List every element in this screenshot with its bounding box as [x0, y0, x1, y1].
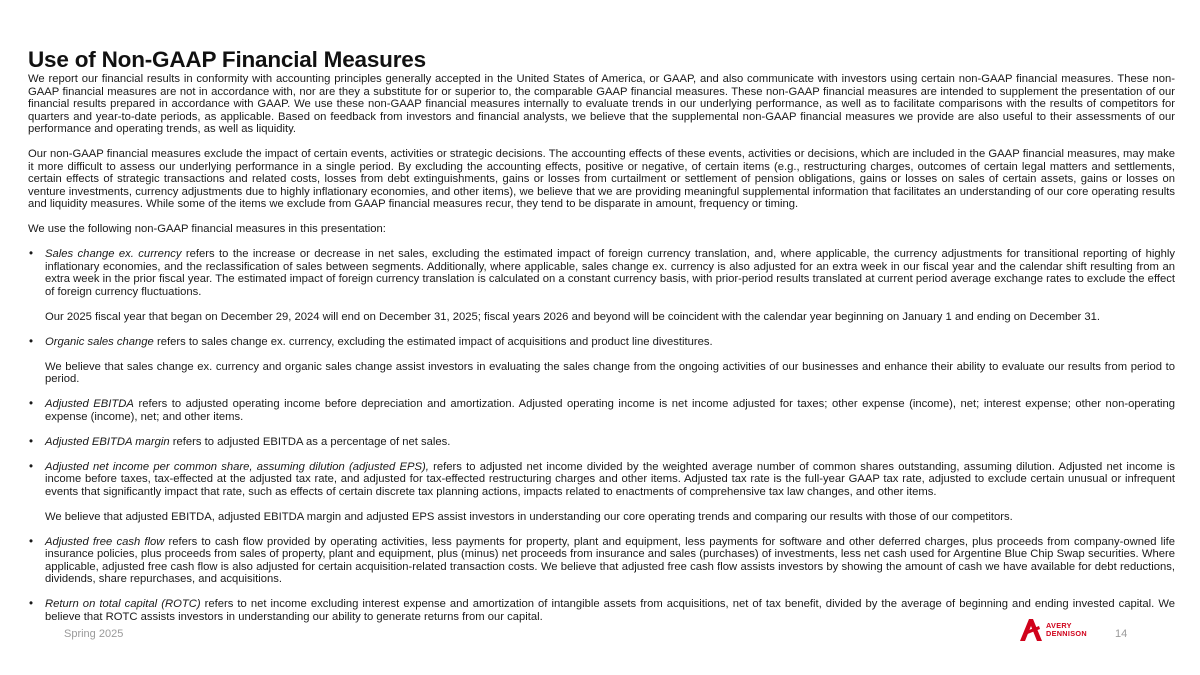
- page-number: 14: [1115, 628, 1128, 640]
- measure-text: refers to adjusted EBITDA as a percentage of net sales.: [169, 435, 451, 448]
- measure-term: Organic sales change: [45, 335, 154, 348]
- intro-paragraph: We report our financial results in conformity with accounting principles generally accepted in the United States of America, or GAAP, and also communicate with investors using certain non-GAAP financial measures. These non-GAAP financial measures are not in accordance with, nor are they a substitute for or superior to, the comparable GAAP financial measures. These non-GAAP financial measures are intended to supplement the presentation of our financial results prepared in accordance with GAAP. We use these non-GAAP financial measures internally to evaluate trends in our underlying performance, as well as to facilitate comparisons with the results of competitors for quarters and year-to-date periods, as applicable. Based on feedback from investors and financial analysts, we believe that the supplemental non-GAAP financial measures we provide are also useful to their assessments of our performance and operating trends, as well as liquidity.: [28, 73, 1175, 135]
- intro-paragraph: We use the following non-GAAP financial measures in this presentation:: [28, 223, 386, 235]
- logo-wordmark: [1046, 622, 1087, 638]
- measure-text: refers to cash flow provided by operating activities, less payments for property, plant and equipment, less payments for software and other deferred charges, plus proceeds from company-owned life insurance policies, plus proceeds from sales of property, plant and equipment, plus (minus) net proceeds from insurance and sales (purchases) of investments, less net cash used for Argentine Blue Chip Swap securities. Where applicable, adjusted free cash flow is also adjusted for certain acquisition-related transaction costs. We believe that adjusted free cash flow assists investors by showing the amount of cash we have available for debt reductions, dividends, share repurchases, and acquisitions.: [45, 535, 1176, 585]
- measure-definition: [45, 436, 1175, 449]
- list-item: [28, 336, 1175, 386]
- avery-dennison-logo: [1019, 617, 1094, 643]
- list-item: [28, 598, 1175, 623]
- measure-term: Adjusted net income per common share, assuming dilution (adjusted EPS),: [45, 460, 429, 473]
- list-item: [28, 248, 1175, 323]
- measure-definition: [45, 598, 1175, 623]
- measure-definition: [45, 248, 1175, 298]
- logo-mark-icon: [1019, 618, 1043, 642]
- intro-paragraph: Our non-GAAP financial measures exclude the impact of certain events, activities or strategic decisions. The accounting effects of these events, activities or decisions, which are included in the GAAP financial measures, may make it more difficult to assess our underlying performance in a single period. By excluding the accounting effects, positive or negative, of certain items (e.g., restructuring charges, outcomes of certain legal matters and settlements, certain effects of strategic transactions and related costs, losses from debt extinguishments, gains or losses from curtailment or settlement of pension obligations, gains or losses on sales of certain assets, gains or losses on venture investments, currency adjustments due to highly inflationary economies, and other items), we believe that we are providing meaningful supplemental information that facilitates an understanding of our core operating results and liquidity measures. While some of the items we exclude from GAAP financial measures recur, they tend to be disparate in amount, frequency or timing.: [28, 148, 1175, 210]
- list-item: [28, 461, 1175, 524]
- measure-definition: [45, 398, 1175, 423]
- slide-body: [28, 73, 1175, 636]
- measure-term: Adjusted free cash flow: [45, 535, 165, 548]
- measure-term: Adjusted EBITDA: [45, 398, 134, 410]
- measure-text: refers to the increase or decrease in net sales, excluding the estimated impact of foreign currency translation, and, where applicable, the currency adjustments for transitional reporting of highly inflationary economies, and the reclassification of sales between segments. Additionally, where applicable, sales change ex. currency is also adjusted for an extra week in our fiscal year and the calendar shift resulting from an extra week in the prior fiscal year. The estimated impact of foreign currency translation is calculated on a constant currency basis, with prior-period results translated at current period average exchange rates to exclude the effect of foreign currency fluctuations.: [45, 248, 1175, 298]
- page-title: Use of Non-GAAP Financial Measures: [28, 47, 426, 72]
- measure-text: refers to adjusted net income divided by the weighted average number of common shares outstanding, assuming dilution. Adjusted net income is income before taxes, tax-effected at the adjusted tax rate, and adjusted for tax-effected restructuring charges and other items. Adjusted tax rate is the full-year GAAP tax rate, adjusted to exclude certain unusual or infrequent events that significantly impact that rate, such as effects of certain discrete tax planning actions, impacts related to enactments of comprehensive tax law changes, and other items.: [45, 460, 1175, 498]
- logo-line-1: AVERY: [1046, 621, 1072, 630]
- measure-note: We believe that sales change ex. currency and organic sales change assist investors in evaluating the sales change from the ongoing activities of our businesses and enhance their ability to evaluate our results from period to period.: [45, 360, 1175, 385]
- measure-definition: [45, 336, 1175, 349]
- measure-term: Adjusted EBITDA margin: [45, 435, 170, 448]
- measure-text: refers to adjusted operating income before depreciation and amortization. Adjusted operating income is net income adjusted for taxes; other expense (income), net; interest expense; other non-operating expense (income), net; and other items.: [45, 398, 1175, 423]
- list-item: [28, 398, 1175, 423]
- measure-text: refers to sales change ex. currency, excluding the estimated impact of acquisitions and product line divestitures.: [153, 335, 713, 348]
- measure-definition: [45, 461, 1175, 499]
- measure-note: Our 2025 fiscal year that began on December 29, 2024 will end on December 31, 2025; fiscal years 2026 and beyond will be coincident with the calendar year beginning on January 1 and ending on December 31.: [45, 310, 1101, 323]
- measure-note: We believe that adjusted EBITDA, adjusted EBITDA margin and adjusted EPS assist investors in understanding our core operating trends and comparing our results with those of our competitors.: [45, 510, 1013, 523]
- logo-line-2: DENNISON: [1046, 629, 1087, 638]
- measure-term: Return on total capital (ROTC): [45, 598, 201, 610]
- measure-term: Sales change ex. currency: [45, 248, 182, 260]
- list-item: [28, 536, 1175, 586]
- measure-text: refers to net income excluding interest expense and amortization of intangible assets from acquisitions, net of tax benefit, divided by the average of beginning and ending invested capital. We believe that ROTC assists investors in understanding our ability to generate returns from our capital.: [45, 598, 1175, 623]
- list-item: [28, 436, 1175, 449]
- measure-definition: [45, 536, 1175, 586]
- measures-list: [28, 248, 1175, 623]
- footer-label: Spring 2025: [64, 628, 124, 640]
